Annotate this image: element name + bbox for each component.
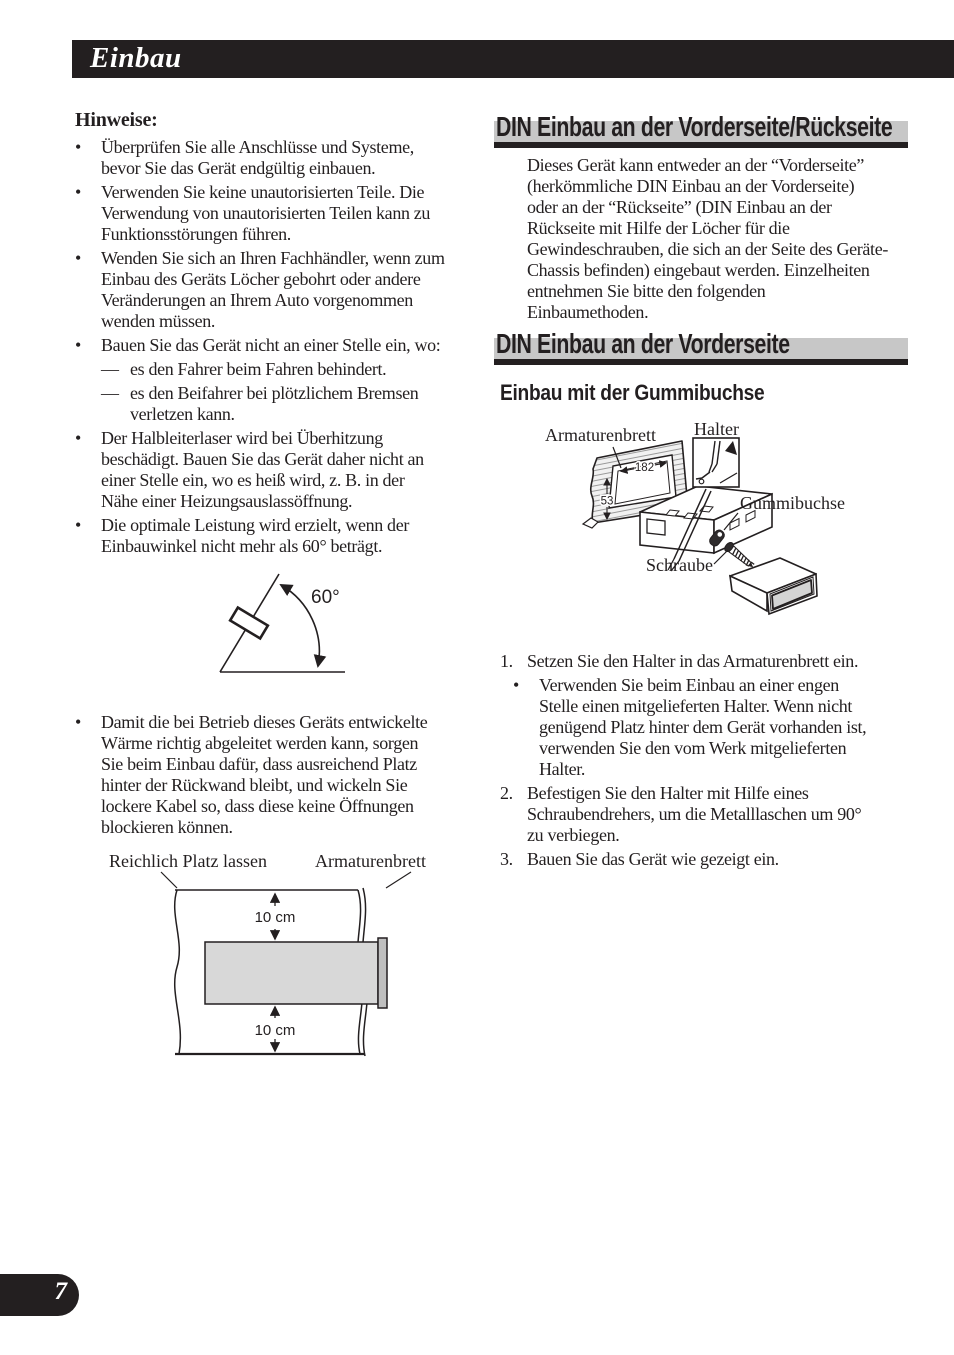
step-number: 1. [500,651,513,671]
step-note-text: Verwenden Sie beim Einbau an einer engen Stelle einen mitgelieferten Halter. Wenn nicht genügend Platz hinter dem Gerät vorhanden ist, verwenden Sie den vom Werk mitgelieferten Halter. [539,675,867,779]
step-note [500,675,867,780]
step-item [500,783,867,846]
clearance-dimension: 10 cm [254,1022,296,1039]
screw-label: Schraube [646,555,713,575]
notes-section [75,110,445,560]
note-text: es den Beifahrer bei plötzlichem Bremsen verletzen kann. [130,383,419,424]
bullet-marker: • [75,248,81,268]
note-text: Der Halbleiterlaser wird bei Überhitzung beschädigt. Bauen Sie das Gerät daher nicht an einer Stelle ein, wo es heiß wird, z. B. in der Nähe einer Heizungsauslassöffnung. [101,428,424,511]
note-text: Damit die bei Betrieb dieses Geräts entwickelte Wärme richtig abgeleitet werden kann, sorgen Sie beim Einbau dafür, dass ausreichend Platz hinter der Rückwand bleibt, und wickeln Sie lockere Kabel so, dass diese keine Öffnungen blockieren können. [101,712,428,837]
section-heading-text: DIN Einbau an der Vorderseite/Rückseite [496,111,893,142]
bullet-marker: • [75,515,81,535]
note-bullet [75,712,431,838]
note-bullet [75,248,445,332]
bullet-marker: • [75,182,81,202]
note-bullet [75,335,445,356]
heat-note [75,712,431,838]
note-text: es den Fahrer beim Fahren behindert. [130,359,387,379]
dashboard-label: Armaturenbrett [545,425,656,445]
note-bullet [75,515,445,557]
screw [723,541,756,571]
note-dash-item [75,359,445,380]
note-text: Die optimale Leistung wird erzielt, wenn der Einbauwinkel nicht mehr als 60° beträgt. [101,515,409,556]
note-text: Bauen Sie das Gerät nicht an einer Stelle ein, wo: [101,335,441,355]
tab-hole [699,479,704,484]
step-text: Bauen Sie das Gerät wie gezeigt ein. [527,849,779,869]
dash-marker: — [101,383,119,403]
subsection-heading: Einbau mit der Gummibuchse [500,380,765,405]
section-heading-text: DIN Einbau an der Vorderseite [496,328,790,359]
title-banner [72,40,954,78]
notes-heading: Hinweise: [75,109,158,131]
note-dash-item [75,383,445,425]
note-bullet [75,182,445,245]
section-heading-front [494,328,908,365]
note-text: Überprüfen Sie alle Anschlüsse und Systeme, bevor Sie das Gerät endgültig einbauen. [101,137,414,178]
step-text: Befestigen Sie den Halter mit Hilfe eines Schraubendrehers, um die Metalllaschen um 90° zu verbiegen. [527,783,862,845]
bullet-marker: • [75,712,81,732]
section-heading-front-rear [494,111,908,148]
page-number: 7 [54,1278,67,1305]
page-title: Einbau [90,42,182,74]
opening-width-dimension: 182 [634,462,655,474]
holder-detail-inset [693,438,739,487]
note-text: Wenden Sie sich an Ihren Fachhändler, wenn zum Einbau des Geräts Löcher gebohrt oder andere Veränderungen an Ihrem Auto vorgenommen wenden müssen. [101,248,445,331]
unit-on-incline [230,608,268,639]
note-text: Verwenden Sie keine unautorisierten Teile. Die Verwendung von unautorisierten Teilen kann zu Funktionsstörungen führen. [101,182,431,244]
step-item [500,849,867,870]
clearance-diagram [93,845,468,1065]
bullet-marker: • [75,335,81,355]
note-bullet [75,428,445,512]
dash-marker: — [101,359,119,379]
head-unit [730,558,817,614]
section-paragraph: Dieses Gerät kann entweder an der “Vorderseite” (herkömmliche DIN Einbau an der Vorderseite) oder an der “Rückseite” (DIN Einbau an der Rückseite mit Hilfe der Löcher für die Gewindeschrauben, die sich an der Seite des Geräte-Chassis befinden) eingebaut werden. Einzelheiten entnehmen Sie bitte den folgenden Einbaumethoden. [527,155,888,322]
installation-figure [500,410,912,655]
opening-height-dimension: 53 [600,495,614,508]
head-unit-body [205,942,378,1004]
bushing-label: Gummibuchse [740,493,845,513]
page-number-tab [0,1274,79,1316]
step-number: 2. [500,783,513,803]
angle-value-label: 60° [311,587,340,608]
mounting-angle-figure [193,558,368,703]
clearance-dimension: 10 cm [254,909,296,926]
installation-diagram [500,410,912,650]
head-unit-faceplate [378,938,387,1008]
installation-steps [500,651,867,873]
bullet-marker: • [75,428,81,448]
step-text: Setzen Sie den Halter in das Armaturenbrett ein. [527,651,859,671]
mounting-angle-diagram [193,558,368,698]
bullet-marker: • [75,137,81,157]
step-item [500,651,867,672]
clearance-label: Reichlich Platz lassen [109,851,267,871]
leader-line [386,872,411,888]
holder-label: Halter [694,419,739,439]
note-bullet [75,137,445,179]
torn-edge [175,890,181,1054]
leader-line [161,872,177,888]
clearance-figure [93,845,468,1070]
step-number: 3. [500,849,513,869]
bullet-marker: • [513,675,519,695]
dashboard-label: Armaturenbrett [315,851,426,871]
